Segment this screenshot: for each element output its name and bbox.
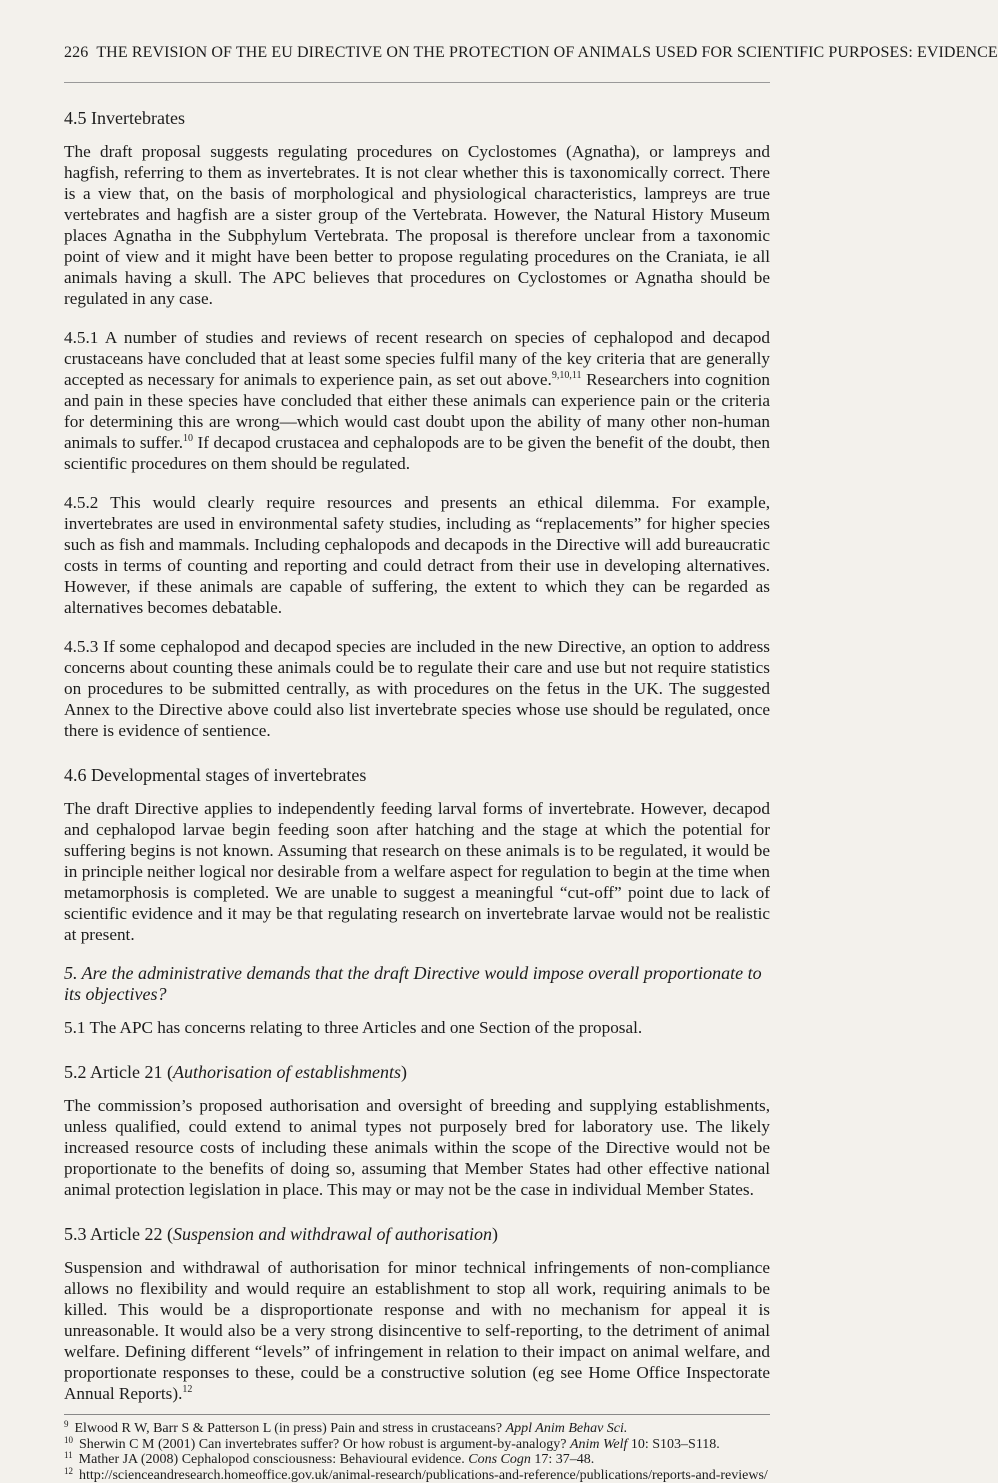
- section-heading-5-3: 5.3 Article 22 (Suspension and withdrawal of authorisation): [64, 1224, 770, 1245]
- footnote-ref[interactable]: 9,10,11: [552, 370, 582, 381]
- paragraph-text: Researchers into cognition and pain in these species have concluded that either these animals can experience pain or the criteria for determining this are wrong—which would cast doubt upon the ability of many other non-human animals to suffer.: [64, 370, 770, 452]
- paragraph-5-2: The commission’s proposed authorisation and oversight of breeding and supplying establishments, unless qualified, could extend to animal types not purposely bred for laboratory use. The likely increased resource costs of including these animals within the scope of the Directive would not be proportionate to the benefits of doing so, assuming that Member States had other effective national animal protection legislation in place. This may or may not be the case in individual Member States.: [64, 1095, 770, 1200]
- section-heading-4-6: 4.6 Developmental stages of invertebrates: [64, 765, 770, 786]
- footnote: $^{10}$ Sherwin C M (2001) Can invertebrates suffer? Or how robust is argument-by-analogy? Anim Welf 10: S103–S118.: [64, 1437, 770, 1453]
- paragraph-4-5-1: [64, 327, 770, 474]
- page-number: 226: [64, 44, 88, 61]
- body-content: [64, 108, 770, 1483]
- footnote-ref[interactable]: 12: [182, 1384, 192, 1395]
- running-header: [64, 44, 770, 62]
- section-heading-4-5: 4.5 Invertebrates: [64, 108, 770, 129]
- footnote: $^{11}$ Mather JA (2008) Cephalopod consciousness: Behavioural evidence. Cons Cogn 17: 37–48.: [64, 1452, 770, 1468]
- paragraph-text: 4.5.1 A number of studies and reviews of recent research on species of cephalopod and decapod crustaceans have concluded that at least some species fulfil many of the key criteria that are generally accepted as necessary for animals to experience pain, as set out above.: [64, 328, 770, 389]
- header-rule: [64, 82, 770, 83]
- footnote-link[interactable]: $^{12}$ http://scienceandresearch.homeoffice.gov.uk/animal-research/publications-and-reference/publications/reports-and-reviews/: [64, 1468, 770, 1483]
- section-heading-5-2: 5.2 Article 21 (Authorisation of establishments): [64, 1062, 770, 1083]
- paragraph-5-1: 5.1 The APC has concerns relating to three Articles and one Section of the proposal.: [64, 1017, 770, 1038]
- footnote-ref[interactable]: 10: [183, 433, 193, 444]
- paragraph-4-5: The draft proposal suggests regulating procedures on Cyclostomes (Agnatha), or lampreys and hagfish, referring to them as invertebrates. It is not clear whether this is taxonomically correct. There is a view that, on the basis of morphological and physiological characteristics, lampreys are true vertebrates and hagfish are a sister group of the Vertebrata. However, the Natural History Museum places Agnatha in the Subphylum Vertebrata. The proposal is therefore unclear from a taxonomic point of view and it might have been better to propose regulating procedures on the Craniata, ie all animals having a skull. The APC believes that procedures on Cyclostomes or Agnatha should be regulated in any case.: [64, 141, 770, 309]
- question-5: 5. Are the administrative demands that the draft Directive would impose overall proportionate to its objectives?: [64, 963, 770, 1005]
- footnote: $^9$ Elwood R W, Barr S & Patterson L (in press) Pain and stress in crustaceans? Appl Anim Behav Sci.: [64, 1421, 770, 1437]
- paragraph-text: Suspension and withdrawal of authorisation for minor technical infringements of non-compliance allows no flexibility and would require an establishment to stop all work, requiring animals to be killed. This would be a disproportionate response and with no mechanism for appeal it is unreasonable. It would also be a very strong disincentive to self-reporting, to the detriment of animal welfare. Defining different “levels” of infringement in relation to their impact on animal welfare, and proportionate responses to these, could be a constructive solution (eg see Home Office Inspectorate Annual Reports).: [64, 1258, 770, 1403]
- running-title: THE REVISION OF THE EU DIRECTIVE ON THE PROTECTION OF ANIMALS USED FOR SCIENTIFIC PURPOSES: EVIDENCE: [96, 44, 997, 61]
- paragraph-text: If decapod crustacea and cephalopods are to be given the benefit of the doubt, then scientific procedures on them should be regulated.: [64, 433, 770, 473]
- paragraph-5-3: [64, 1257, 770, 1404]
- footnote-rule: [64, 1414, 770, 1415]
- footnotes: [64, 1421, 770, 1483]
- paragraph-4-5-2: 4.5.2 This would clearly require resources and presents an ethical dilemma. For example, invertebrates are used in environmental safety studies, including as “replacements” for higher species such as fish and mammals. Including cephalopods and decapods in the Directive will add bureaucratic costs in terms of counting and reporting and could detract from their use in developing alternatives. However, if these animals are capable of suffering, the extent to which they can be regarded as alternatives becomes debatable.: [64, 492, 770, 618]
- paragraph-4-5-3: 4.5.3 If some cephalopod and decapod species are included in the new Directive, an option to address concerns about counting these animals could be to regulate their care and use but not require statistics on procedures to be submitted centrally, as with procedures on the fetus in the UK. The suggested Annex to the Directive above could also list invertebrate species whose use should be regulated, once there is evidence of sentience.: [64, 636, 770, 741]
- paragraph-4-6: The draft Directive applies to independently feeding larval forms of invertebrate. However, decapod and cephalopod larvae begin feeding soon after hatching and the stage at which the potential for suffering begins is not known. Assuming that research on these animals is to be regulated, it would be in principle neither logical nor desirable from a welfare aspect for regulation to begin at the time when metamorphosis is completed. We are unable to suggest a meaningful “cut-off” point due to lack of scientific evidence and it may be that regulating research on invertebrate larvae would not be realistic at present.: [64, 798, 770, 945]
